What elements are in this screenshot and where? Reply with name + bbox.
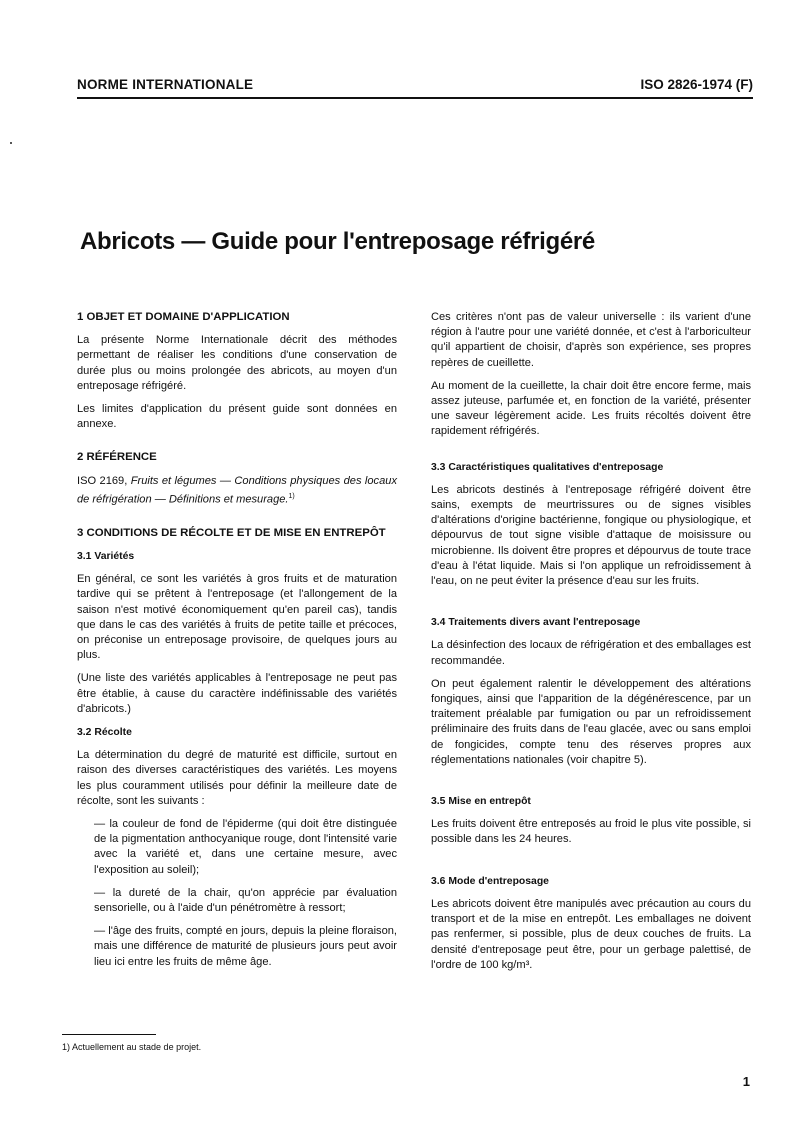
section-3-4-paragraph-1: La désinfection des locaux de réfrigération et des emballages est recommandée. xyxy=(431,639,751,667)
section-3 xyxy=(77,526,397,970)
section-1-paragraph-2: Les limites d'application du présent guide sont données en annexe. xyxy=(77,403,397,431)
section-3-3-heading: 3.3 Caractéristiques qualitatives d'entreposage xyxy=(431,461,664,473)
document-title: Abricots — Guide pour l'entreposage réfrigéré xyxy=(80,228,595,255)
header-standard-type: NORME INTERNATIONALE xyxy=(77,77,254,92)
right-column xyxy=(431,310,751,981)
harvest-criterion-2: — la dureté de la chair, qu'on apprécie par évaluation sensorielle, ou à l'aide d'un pénétromètre à ressort; xyxy=(94,886,397,914)
footnote: 1) Actuellement au stade de projet. xyxy=(62,1042,202,1052)
section-3-4-paragraph-2: On peut également ralentir le développement des altérations fongiques, ainsi que l'apparition de la dégénérescence, par un traitement préalable par fumigation ou par un refroidissement préliminaire des fruits dans de l'eau glacée, avec ou sans emploi de fongicides, compte tenu des réserves propres aux réglementations nationales (voir chapitre 5). xyxy=(431,677,751,766)
harvest-criterion-3: — l'âge des fruits, compté en jours, depuis la pleine floraison, mais une différence de maturité de plusieurs jours peut avoir lieu ici entre les fruits de même âge. xyxy=(94,925,397,968)
section-3-6-paragraph-1: Les abricots doivent être manipulés avec précaution au cours du transport et de la mise en entrepôt. Les emballages ne doivent pas renfermer, si possible, plus de deux couches de fruits. La densité d'entreposage peut être, pour un gerbage palettisé, de l'ordre de 100 kg/m³. xyxy=(431,897,751,971)
page-header xyxy=(77,73,753,99)
reference-title: Fruits et légumes — Conditions physiques des locaux de réfrigération — Définitions et mesurage. xyxy=(77,474,397,506)
section-1-heading: 1 OBJET ET DOMAINE D'APPLICATION xyxy=(77,311,290,323)
reference-entry xyxy=(77,474,397,508)
section-2 xyxy=(77,450,397,507)
harvest-criterion-1: — la couleur de fond de l'épiderme (qui doit être distinguée de la pigmentation anthocyanique rouge, dont l'intensité varie avec la variété et, dans une certaine mesure, avec l'exposition au soleil); xyxy=(94,817,397,876)
scan-speck xyxy=(10,142,12,144)
section-2-heading: 2 RÉFÉRENCE xyxy=(77,451,157,464)
footnote-marker: 1) xyxy=(288,492,295,500)
section-3-2-heading: 3.2 Récolte xyxy=(77,726,132,738)
section-3-1-paragraph-2: (Une liste des variétés applicables à l'entreposage ne peut pas être établie, à cause du caractère indéfinissable des variétés d'abricots.) xyxy=(77,672,397,715)
section-3-4-heading: 3.4 Traitements divers avant l'entreposage xyxy=(431,617,641,629)
reference-code: ISO 2169, xyxy=(77,474,131,487)
section-3-3-paragraph-1: Les abricots destinés à l'entreposage réfrigéré doivent être sains, exempts de meurtrissures ou de signes visibles d'altérations d'origine bactérienne, fongique ou physiologique, et dépourvus de tout signe visible d'attaque de moisissure ou microbienne. Ils doivent être propres et dépourvus de toute trace d'eau à l'état liquide. Mais si l'on applique un refroidissement à l'eau, on ne peut éviter la présence d'eau sur les fruits. xyxy=(431,483,751,588)
section-3-5-paragraph-1: Les fruits doivent être entreposés au froid le plus vite possible, si possible dans les 24 heures. xyxy=(431,818,751,846)
section-3-1-heading: 3.1 Variétés xyxy=(77,550,135,562)
header-standard-number: ISO 2826-1974 (F) xyxy=(640,77,753,92)
section-1-paragraph-1: La présente Norme Internationale décrit des méthodes permettant de réaliser les conditions d'une conservation de durée plus ou moins prolongée des abricots, au moyen d'un entreposage réfrigéré. xyxy=(77,334,397,392)
section-3-1-paragraph-1: En général, ce sont les variétés à gros fruits et de maturation tardive qui se prêtent à l'entreposage (et l'allongement de la saison n'est motivé économiquement qu'en pareil cas), tandis que dans le cas des variétés à fruits de petite taille et précoces, on préconise un entreposage provisoire, de quelques jours au plus. xyxy=(77,573,397,662)
page-number: 1 xyxy=(742,1074,750,1089)
left-column xyxy=(77,310,397,978)
section-1 xyxy=(77,310,397,432)
section-3-6-heading: 3.6 Mode d'entreposage xyxy=(431,875,549,887)
section-3-2-paragraph-3: Au moment de la cueillette, la chair doit être encore ferme, mais assez juteuse, parfumée et, en fonction de la variété, présenter une saveur légèrement acide. Les fruits récoltés doivent être rapidement réfrigérés. xyxy=(431,379,751,438)
section-3-2-paragraph-1: La détermination du degré de maturité est difficile, surtout en raison des diverses caractéristiques des variétés. Les moyens les plus couramment utilisés pour définir la meilleure date de récolte, sont les suivants : xyxy=(77,749,397,807)
section-3-2-paragraph-2: Ces critères n'ont pas de valeur universelle : ils varient d'une région à l'autre pour une variété donnée, et c'est à l'arboriculteur qu'il appartient de choisir, d'après son expérience, ses propres repères de cueillette. xyxy=(431,311,751,369)
footnote-rule xyxy=(62,1034,156,1035)
section-3-heading: 3 CONDITIONS DE RÉCOLTE ET DE MISE EN ENTREPÔT xyxy=(77,526,386,539)
section-3-5-heading: 3.5 Mise en entrepôt xyxy=(431,796,531,808)
